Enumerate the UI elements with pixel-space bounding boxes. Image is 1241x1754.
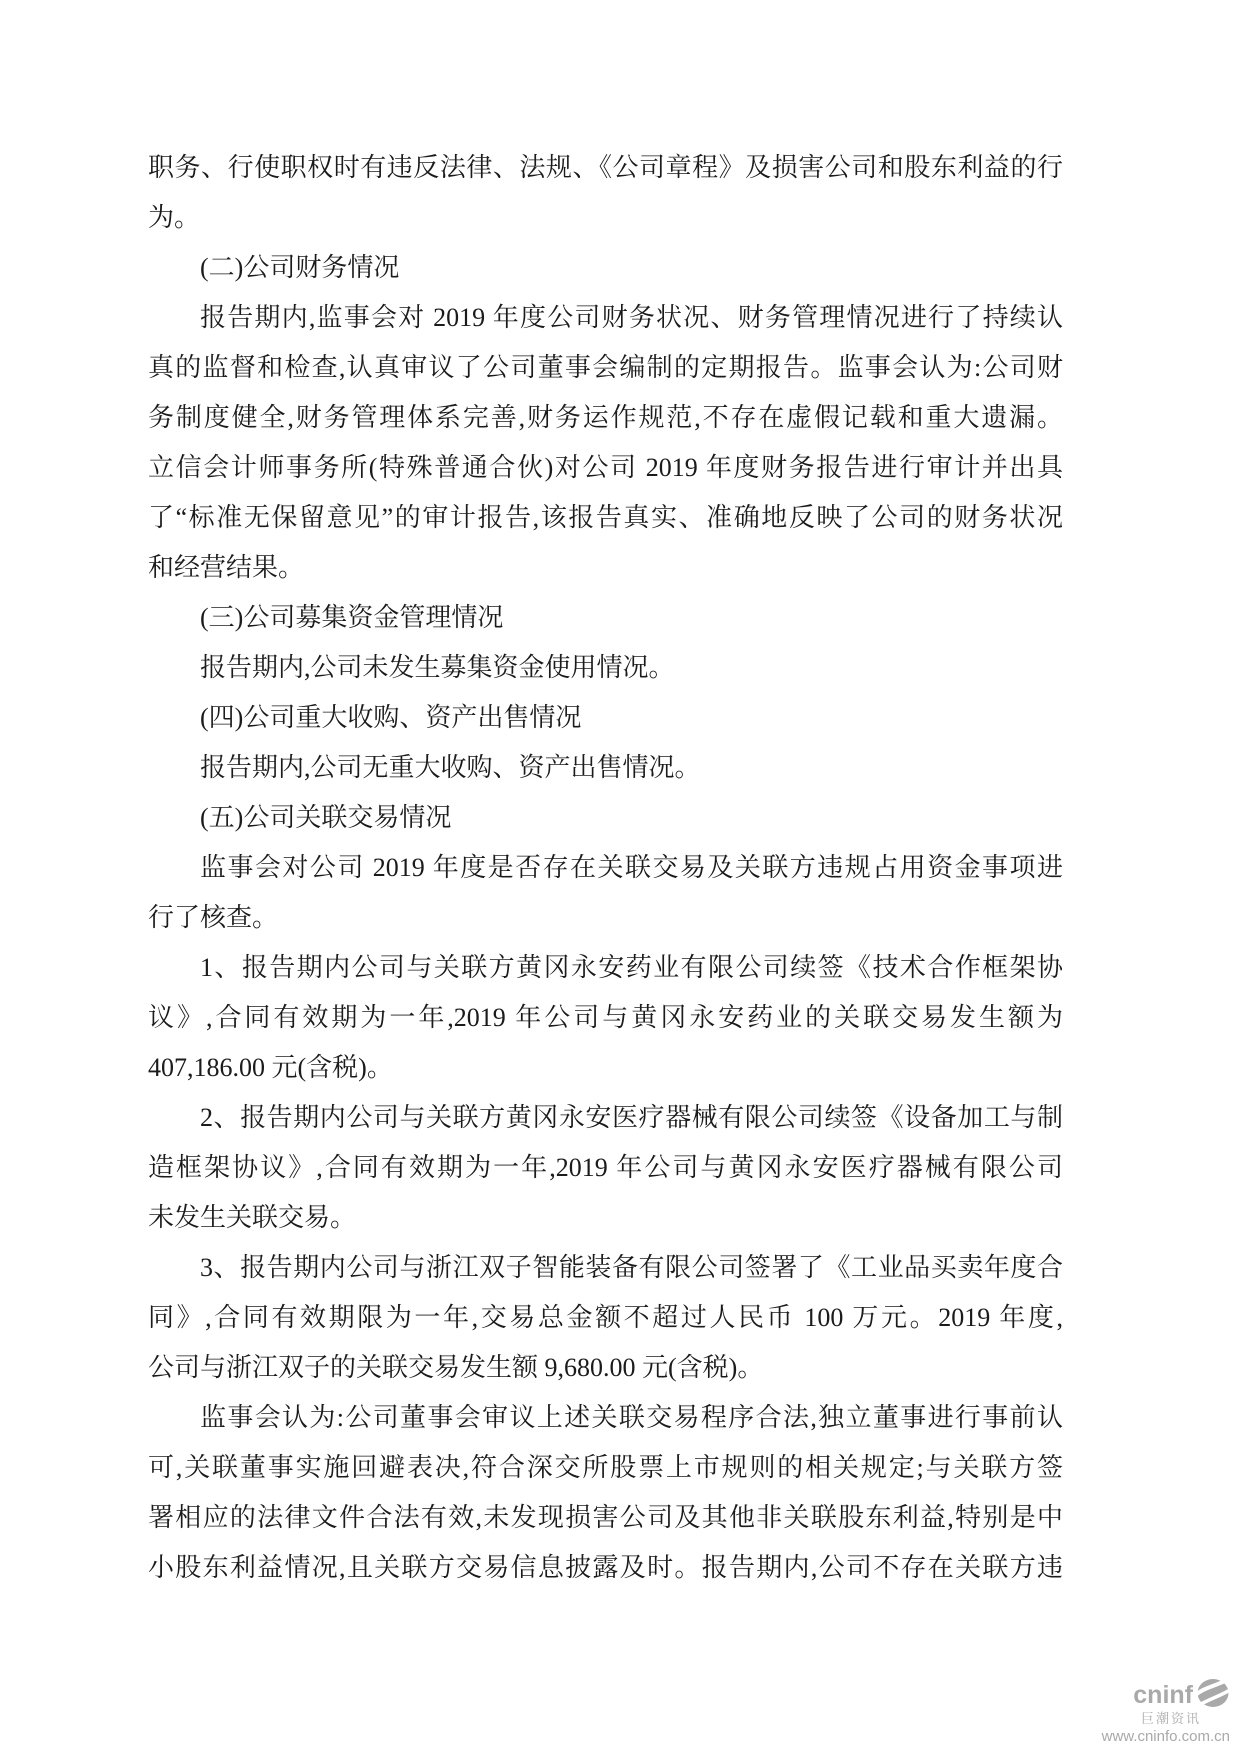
paragraph-line: 2、报告期内公司与关联方黄冈永安医疗器械有限公司续签《设备加工与制	[200, 1103, 1063, 1132]
cninfo-wordmark: cninf	[1133, 1680, 1193, 1709]
cninfo-logo-row	[1102, 1680, 1230, 1710]
cninfo-url: www.cninfo.com.cn	[1101, 1728, 1230, 1745]
paragraph-line: 同》,合同有效期限为一年,交易总金额不超过人民币 100 万元。2019 年度,	[148, 1303, 1063, 1332]
cninfo-chinese-name: 巨潮资讯	[1140, 1711, 1201, 1726]
paragraph-line: 行了核查。	[148, 903, 279, 932]
paragraph-line: 监事会认为:公司董事会审议上述关联交易程序合法,独立董事进行事前认	[200, 1403, 1063, 1432]
section-heading-3: (三)公司募集资金管理情况	[200, 603, 504, 632]
section-heading-5: (五)公司关联交易情况	[200, 803, 452, 832]
paragraph-line: 造框架协议》,合同有效期为一年,2019 年公司与黄冈永安医疗器械有限公司	[148, 1153, 1063, 1182]
paragraph-line: 报告期内,监事会对 2019 年度公司财务状况、财务管理情况进行了持续认	[200, 303, 1063, 332]
cninfo-globe-swirl-icon	[1196, 1678, 1230, 1712]
paragraph-line: 报告期内,公司无重大收购、资产出售情况。	[200, 753, 701, 782]
paragraph-line: 和经营结果。	[148, 553, 305, 582]
paragraph-line: 务制度健全,财务管理体系完善,财务运作规范,不存在虚假记载和重大遗漏。	[148, 403, 1063, 432]
paragraph-line: 可,关联董事实施回避表决,符合深交所股票上市规则的相关规定;与关联方签	[148, 1453, 1063, 1482]
paragraph-line: 了“标准无保留意见”的审计报告,该报告真实、准确地反映了公司的财务状况	[148, 503, 1063, 532]
paragraph-line: 公司与浙江双子的关联交易发生额 9,680.00 元(含税)。	[148, 1353, 764, 1382]
paragraph-line: 报告期内,公司未发生募集资金使用情况。	[200, 653, 675, 682]
paragraph-line: 职务、行使职权时有违反法律、法规、《公司章程》及损害公司和股东利益的行	[148, 153, 1063, 182]
section-heading-4: (四)公司重大收购、资产出售情况	[200, 703, 582, 732]
paragraph-line: 1、报告期内公司与关联方黄冈永安药业有限公司续签《技术合作框架协	[200, 953, 1063, 982]
paragraph-line: 议》,合同有效期为一年,2019 年公司与黄冈永安药业的关联交易发生额为	[148, 1003, 1063, 1032]
paragraph-line: 真的监督和检查,认真审议了公司董事会编制的定期报告。监事会认为:公司财	[148, 353, 1063, 382]
report-body-text	[148, 143, 1063, 1593]
paragraph-line: 407,186.00 元(含税)。	[148, 1053, 393, 1082]
paragraph-line: 为。	[148, 203, 201, 232]
paragraph-line: 小股东利益情况,且关联方交易信息披露及时。报告期内,公司不存在关联方违	[148, 1553, 1063, 1582]
paragraph-line: 未发生关联交易。	[148, 1203, 357, 1232]
paragraph-line: 署相应的法律文件合法有效,未发现损害公司及其他非关联股东利益,特别是中	[148, 1503, 1063, 1532]
cninfo-watermark	[1102, 1680, 1230, 1744]
paragraph-line: 3、报告期内公司与浙江双子智能装备有限公司签署了《工业品买卖年度合	[200, 1253, 1063, 1282]
paragraph-line: 立信会计师事务所(特殊普通合伙)对公司 2019 年度财务报告进行审计并出具	[148, 453, 1063, 482]
section-heading-2: (二)公司财务情况	[200, 253, 400, 282]
paragraph-line: 监事会对公司 2019 年度是否存在关联交易及关联方违规占用资金事项进	[200, 853, 1063, 882]
